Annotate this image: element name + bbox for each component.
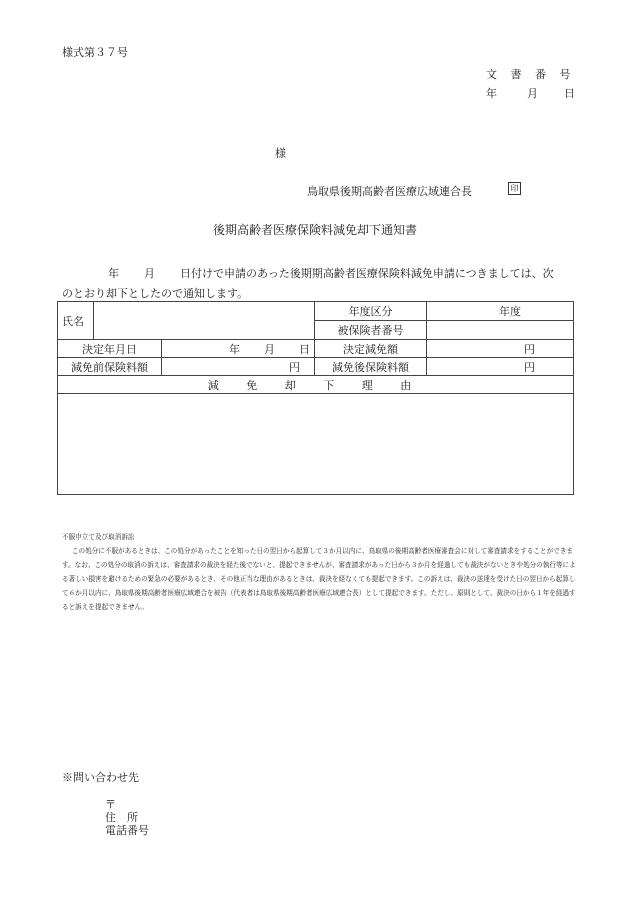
appeal-notes-heading: 不服申立て及び取消訴訟 — [62, 533, 135, 541]
document-number-label: 文 書 番 号 — [486, 68, 576, 81]
body-line-2: のとおり却下としたので通知します。 — [62, 287, 249, 300]
reason-header: 減 免 却 下 理 由 — [58, 376, 574, 394]
name-label: 氏名 — [58, 302, 94, 340]
notice-table — [57, 301, 574, 495]
post-premium-unit: 円 — [524, 360, 535, 374]
post-premium-label: 減免後保険料額 — [315, 358, 427, 376]
reduction-amount-label: 決定減免額 — [315, 340, 427, 358]
body-year: 年 — [108, 267, 119, 280]
decision-date-label: 決定年月日 — [58, 340, 162, 358]
issue-date-year: 年 — [486, 87, 497, 100]
body-text: 日付けで申請のあった後期期高齢者医療保険料減免申請につきましては、次 — [180, 267, 554, 280]
reduction-amount-unit: 円 — [524, 342, 535, 356]
issue-date — [486, 85, 575, 101]
body-month: 月 — [144, 267, 155, 280]
contact-address-label: 住 所 — [105, 811, 138, 824]
contact-phone-label: 電話番号 — [105, 824, 149, 837]
insured-number-label: 被保険者番号 — [315, 321, 427, 340]
name-field — [94, 302, 315, 340]
pre-premium-field — [162, 358, 315, 376]
seal-icon: 印 — [508, 182, 521, 195]
fiscal-year-label: 年度区分 — [315, 302, 427, 321]
insured-number-field — [427, 321, 574, 340]
decision-date-field — [162, 340, 315, 358]
document-title: 後期高齢者医療保険料減免却下通知書 — [212, 223, 417, 237]
addressee-honorific: 様 — [275, 147, 286, 160]
decision-date-year: 年 — [229, 342, 240, 356]
post-premium-field — [427, 358, 574, 376]
reason-field — [58, 394, 574, 495]
decision-date-month: 月 — [264, 342, 275, 356]
form-number: 様式第３７号 — [62, 46, 128, 59]
fiscal-year-field — [427, 302, 574, 321]
issuer-name: 鳥取県後期高齢者医療広域連合長 — [307, 185, 472, 198]
decision-date-day: 日 — [299, 342, 310, 356]
reduction-amount-field — [427, 340, 574, 358]
body-line-1 — [108, 265, 554, 281]
pre-premium-unit: 円 — [289, 360, 300, 374]
contact-heading: ※問い合わせ先 — [62, 771, 139, 784]
contact-postal-mark: 〒 — [105, 798, 116, 811]
issue-date-day: 日 — [564, 87, 575, 100]
pre-premium-label: 減免前保険料額 — [58, 358, 162, 376]
fiscal-year-unit: 年度 — [499, 305, 521, 318]
appeal-notes-paragraph: この処分に不服があるときは、この処分があったことを知った日の翌日から起算して３か月以内に、鳥取県の後期高齢者医療審査会に対して審査請求をすることができます。なお、この処分の取消の訴えは、審査請求の裁決を経た後でないと、提起できませんが、審査請求があった日から３か月を経過しても裁決がないときや処分の執行等による著しい損害を避けるための緊急の必要があるとき、その他正当な理由があるときは、裁決を経なくても提起できます。この訴えは、裁決の送達を受けた日の翌日から起算して６か月以内に、鳥取県後期高齢者医療広域連合を被告（代表者は鳥取県後期高齢者医療広域連合長）として提起できます。ただし、原則として、裁決の日から１年を経過すると訴えを提起できません。 — [62, 547, 576, 611]
appeal-notes — [62, 530, 582, 614]
issue-date-month: 月 — [527, 87, 538, 100]
